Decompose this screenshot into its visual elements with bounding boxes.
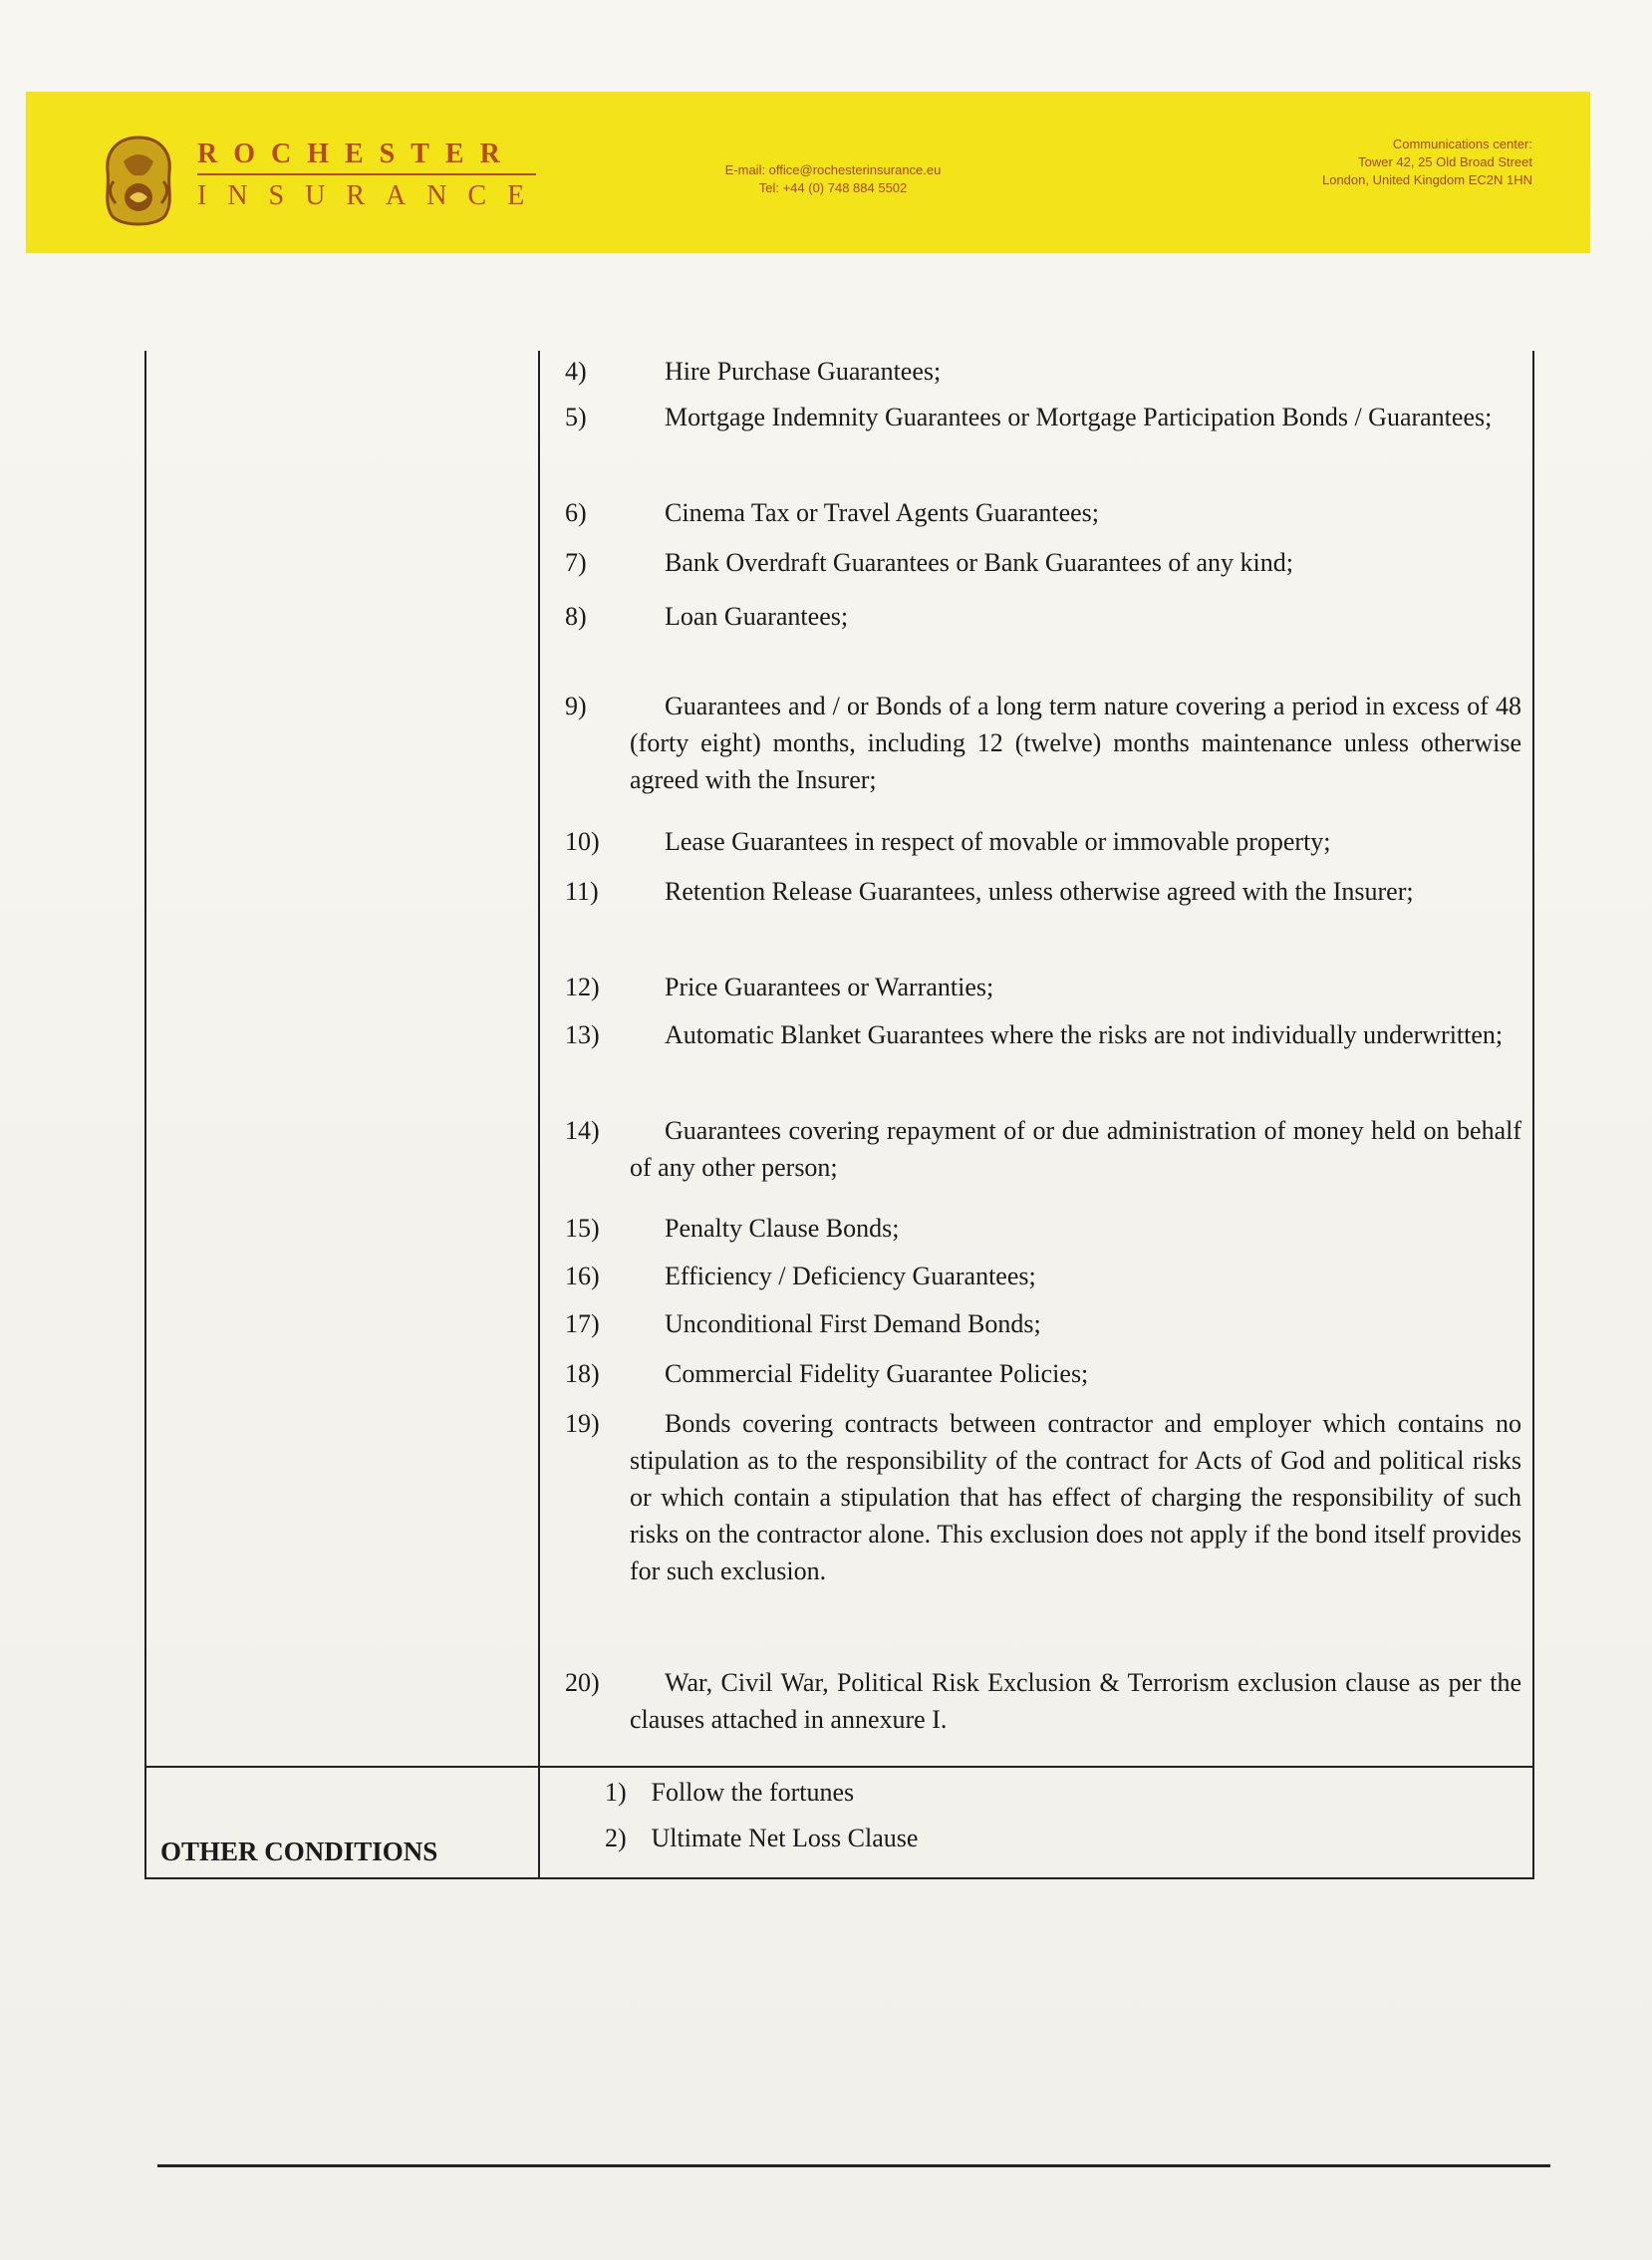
exclusion-item	[565, 1016, 1521, 1053]
item-text: Bonds covering contracts between contractor and employer which contains no stipulation as to the responsibility of the contract for Acts of God and political risks or which contain a stipulation that has effect of charging the responsibility of such risks on the contractor alone. This exclusion does not apply if the bond itself provides for such exclusion.	[630, 1409, 1521, 1585]
item-text: Retention Release Guarantees, unless otherwise agreed with the Insurer;	[665, 877, 1414, 906]
item-text: Loan Guarantees;	[665, 602, 849, 631]
column-divider	[538, 1768, 540, 1877]
condition-text: Follow the fortunes	[651, 1778, 855, 1807]
item-number: 17)	[565, 1309, 600, 1338]
item-text: Hire Purchase Guarantees;	[665, 357, 942, 386]
condition-item	[605, 1774, 854, 1811]
exclusions-table	[144, 351, 1534, 1879]
exclusion-item	[565, 969, 1521, 1005]
item-text: Guarantees covering repayment of or due administration of money held on behalf of any other person;	[630, 1116, 1521, 1182]
other-conditions-row	[144, 1766, 1534, 1877]
footer-rule	[157, 2164, 1550, 2167]
item-text: Price Guarantees or Warranties;	[665, 973, 994, 1001]
exclusion-item	[565, 1112, 1521, 1186]
exclusion-item	[565, 688, 1521, 798]
item-number: 9)	[565, 692, 587, 720]
brand-bottom-word: INSURANCE	[197, 180, 546, 211]
item-number: 19)	[565, 1409, 600, 1438]
item-text: Guarantees and / or Bonds of a long term nature covering a period in excess of 48 (forty eight) months, including 12 (twelve) months maintenance unless otherwise agreed with the Insurer;	[630, 692, 1521, 794]
item-number: 14)	[565, 1116, 600, 1145]
crest-logo-icon	[96, 132, 181, 231]
item-number: 13)	[565, 1020, 600, 1049]
exclusion-item	[565, 399, 1521, 435]
exclusion-item	[565, 353, 1521, 390]
exclusion-item	[565, 494, 1521, 531]
comm-center-label: Communications center:	[1392, 137, 1532, 151]
exclusion-item	[565, 1405, 1521, 1589]
exclusion-item	[565, 1258, 1521, 1294]
item-text: Cinema Tax or Travel Agents Guarantees;	[665, 498, 1100, 527]
item-number: 16)	[565, 1262, 600, 1290]
condition-number: 2)	[605, 1824, 627, 1852]
item-text: Mortgage Indemnity Guarantees or Mortgage Participation Bonds / Guarantees;	[665, 403, 1493, 431]
exclusion-item	[565, 823, 1521, 860]
other-conditions-label: OTHER CONDITIONS	[160, 1836, 438, 1866]
condition-text: Ultimate Net Loss Clause	[651, 1824, 919, 1852]
contact-info	[644, 161, 1022, 197]
item-number: 20)	[565, 1668, 600, 1697]
exclusion-item	[565, 1210, 1521, 1247]
item-text: Lease Guarantees in respect of movable or immovable property;	[665, 827, 1331, 856]
item-text: Commercial Fidelity Guarantee Policies;	[665, 1359, 1089, 1388]
column-divider	[538, 351, 540, 1766]
item-number: 7)	[565, 548, 587, 577]
brand-name	[197, 138, 576, 213]
item-number: 8)	[565, 602, 587, 631]
phone-text: Tel: +44 (0) 748 884 5502	[758, 180, 908, 195]
exclusions-row	[144, 351, 1534, 1766]
item-number: 6)	[565, 498, 587, 527]
exclusion-item	[565, 598, 1521, 635]
exclusion-item	[565, 544, 1521, 581]
item-text: Automatic Blanket Guarantees where the risks are not individually underwritten;	[665, 1020, 1504, 1049]
email-text: E-mail: office@rochesterinsurance.eu	[724, 162, 942, 177]
address-line-1: Tower 42, 25 Old Broad Street	[1358, 154, 1532, 169]
item-text: Unconditional First Demand Bonds;	[665, 1309, 1041, 1338]
letterhead-band	[26, 92, 1590, 253]
item-number: 5)	[565, 403, 587, 431]
brand-top-word: ROCHESTER	[197, 139, 516, 169]
address-line-2: London, United Kingdom EC2N 1HN	[1321, 172, 1532, 187]
item-number: 10)	[565, 827, 600, 856]
item-number: 4)	[565, 357, 587, 386]
exclusion-item	[565, 1355, 1521, 1392]
item-text: Penalty Clause Bonds;	[665, 1214, 900, 1243]
item-number: 15)	[565, 1214, 600, 1243]
item-text: Bank Overdraft Guarantees or Bank Guarantees of any kind;	[665, 548, 1293, 577]
item-number: 12)	[565, 973, 600, 1001]
item-number: 18)	[565, 1359, 600, 1388]
brand-rule	[197, 173, 536, 175]
condition-item	[605, 1820, 918, 1856]
condition-number: 1)	[605, 1778, 627, 1807]
exclusion-item	[565, 873, 1521, 910]
item-number: 11)	[565, 877, 599, 906]
item-text: Efficiency / Deficiency Guarantees;	[665, 1262, 1036, 1290]
address-info	[1114, 136, 1532, 189]
exclusion-item	[565, 1305, 1521, 1342]
exclusion-item	[565, 1664, 1521, 1738]
item-text: War, Civil War, Political Risk Exclusion & Terrorism exclusion clause as per the clauses attached in annexure I.	[630, 1668, 1521, 1734]
